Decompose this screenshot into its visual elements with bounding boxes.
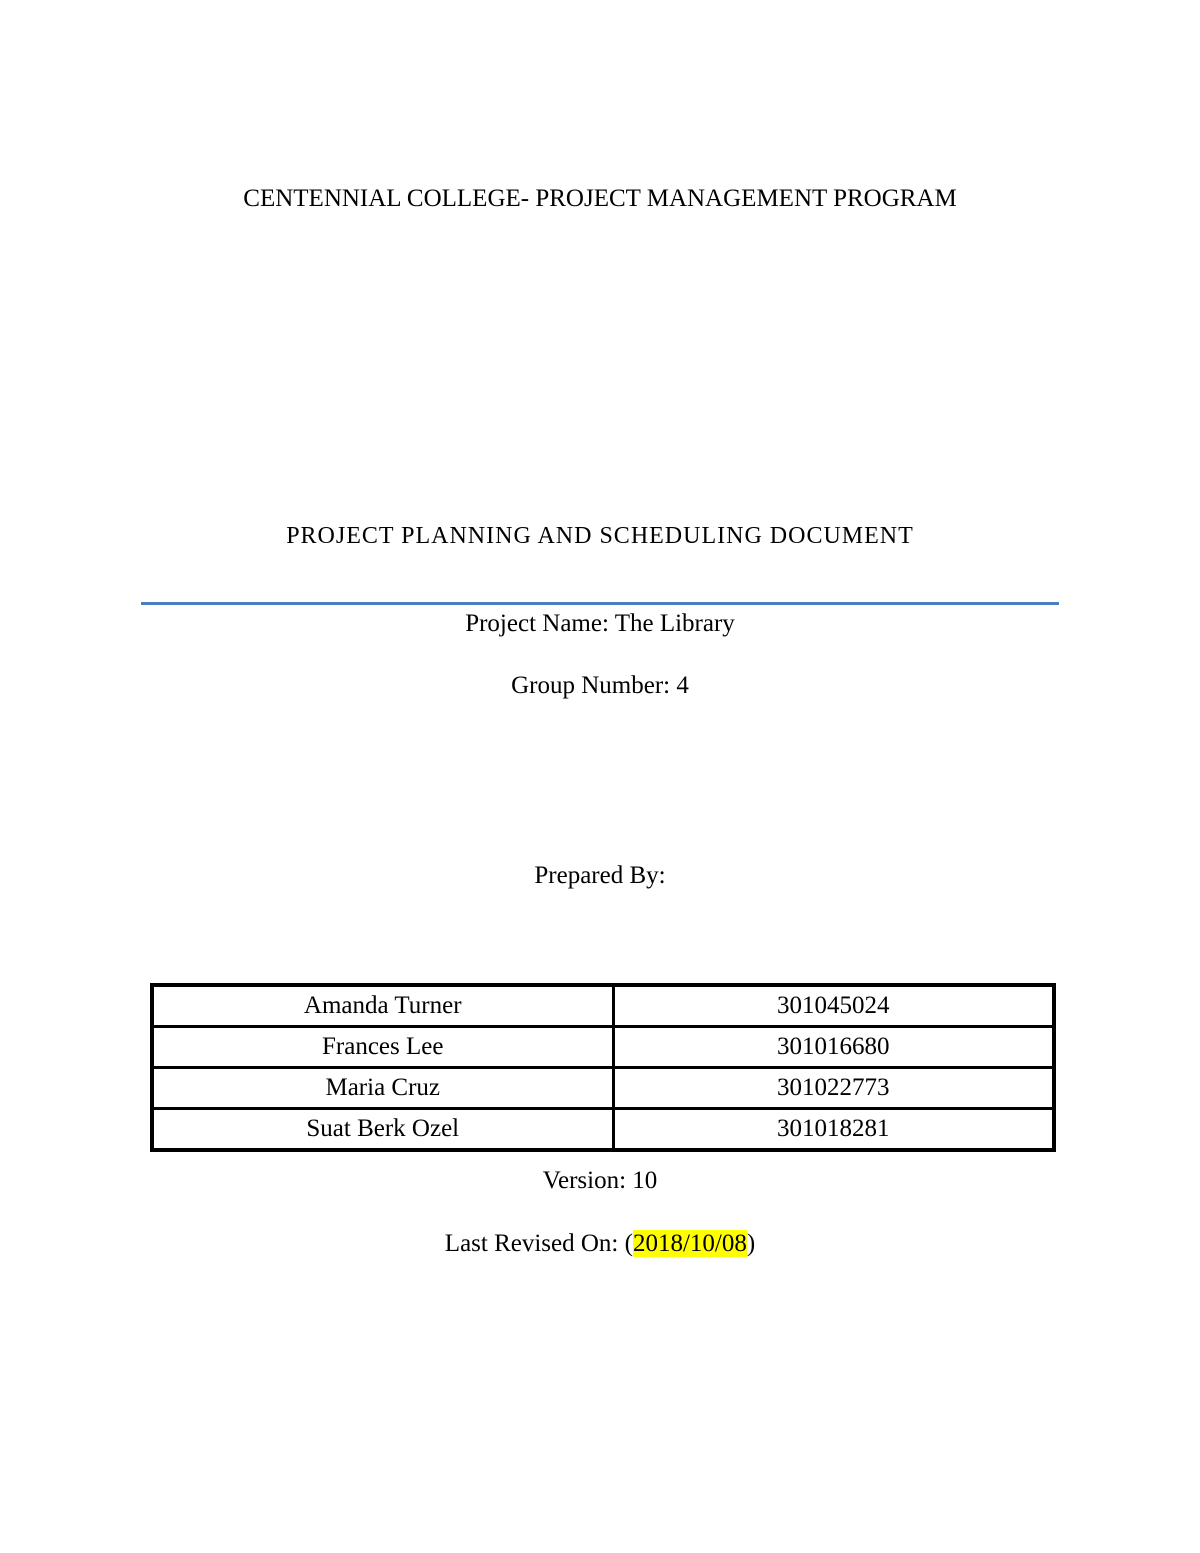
version-label: Version: 10 <box>542 1167 658 1194</box>
member-id: 301045024 <box>613 985 1054 1027</box>
title-divider <box>141 602 1059 605</box>
last-revised-prefix: Last Revised On: ( <box>444 1230 633 1257</box>
group-number: Group Number: 4 <box>511 672 689 699</box>
members-table <box>150 983 1056 1152</box>
college-program-heading: CENTENNIAL COLLEGE- PROJECT MANAGEMENT PROGRAM <box>243 185 957 212</box>
project-name: Project Name: The Library <box>465 610 735 637</box>
prepared-by-label: Prepared By: <box>534 862 666 889</box>
table-row <box>152 1068 1054 1109</box>
member-id: 301022773 <box>613 1068 1054 1109</box>
member-name: Frances Lee <box>152 1027 613 1068</box>
table-row <box>152 1109 1054 1151</box>
member-name: Amanda Turner <box>152 985 613 1027</box>
document-title: PROJECT PLANNING AND SCHEDULING DOCUMENT <box>286 523 914 549</box>
table-row <box>152 985 1054 1027</box>
member-id: 301018281 <box>613 1109 1054 1151</box>
last-revised-date: 2018/10/08 <box>632 1230 747 1257</box>
member-name: Maria Cruz <box>152 1068 613 1109</box>
member-id: 301016680 <box>613 1027 1054 1068</box>
member-name: Suat Berk Ozel <box>152 1109 613 1151</box>
table-row <box>152 1027 1054 1068</box>
last-revised <box>0 1231 1200 1256</box>
last-revised-suffix: ) <box>746 1230 756 1257</box>
